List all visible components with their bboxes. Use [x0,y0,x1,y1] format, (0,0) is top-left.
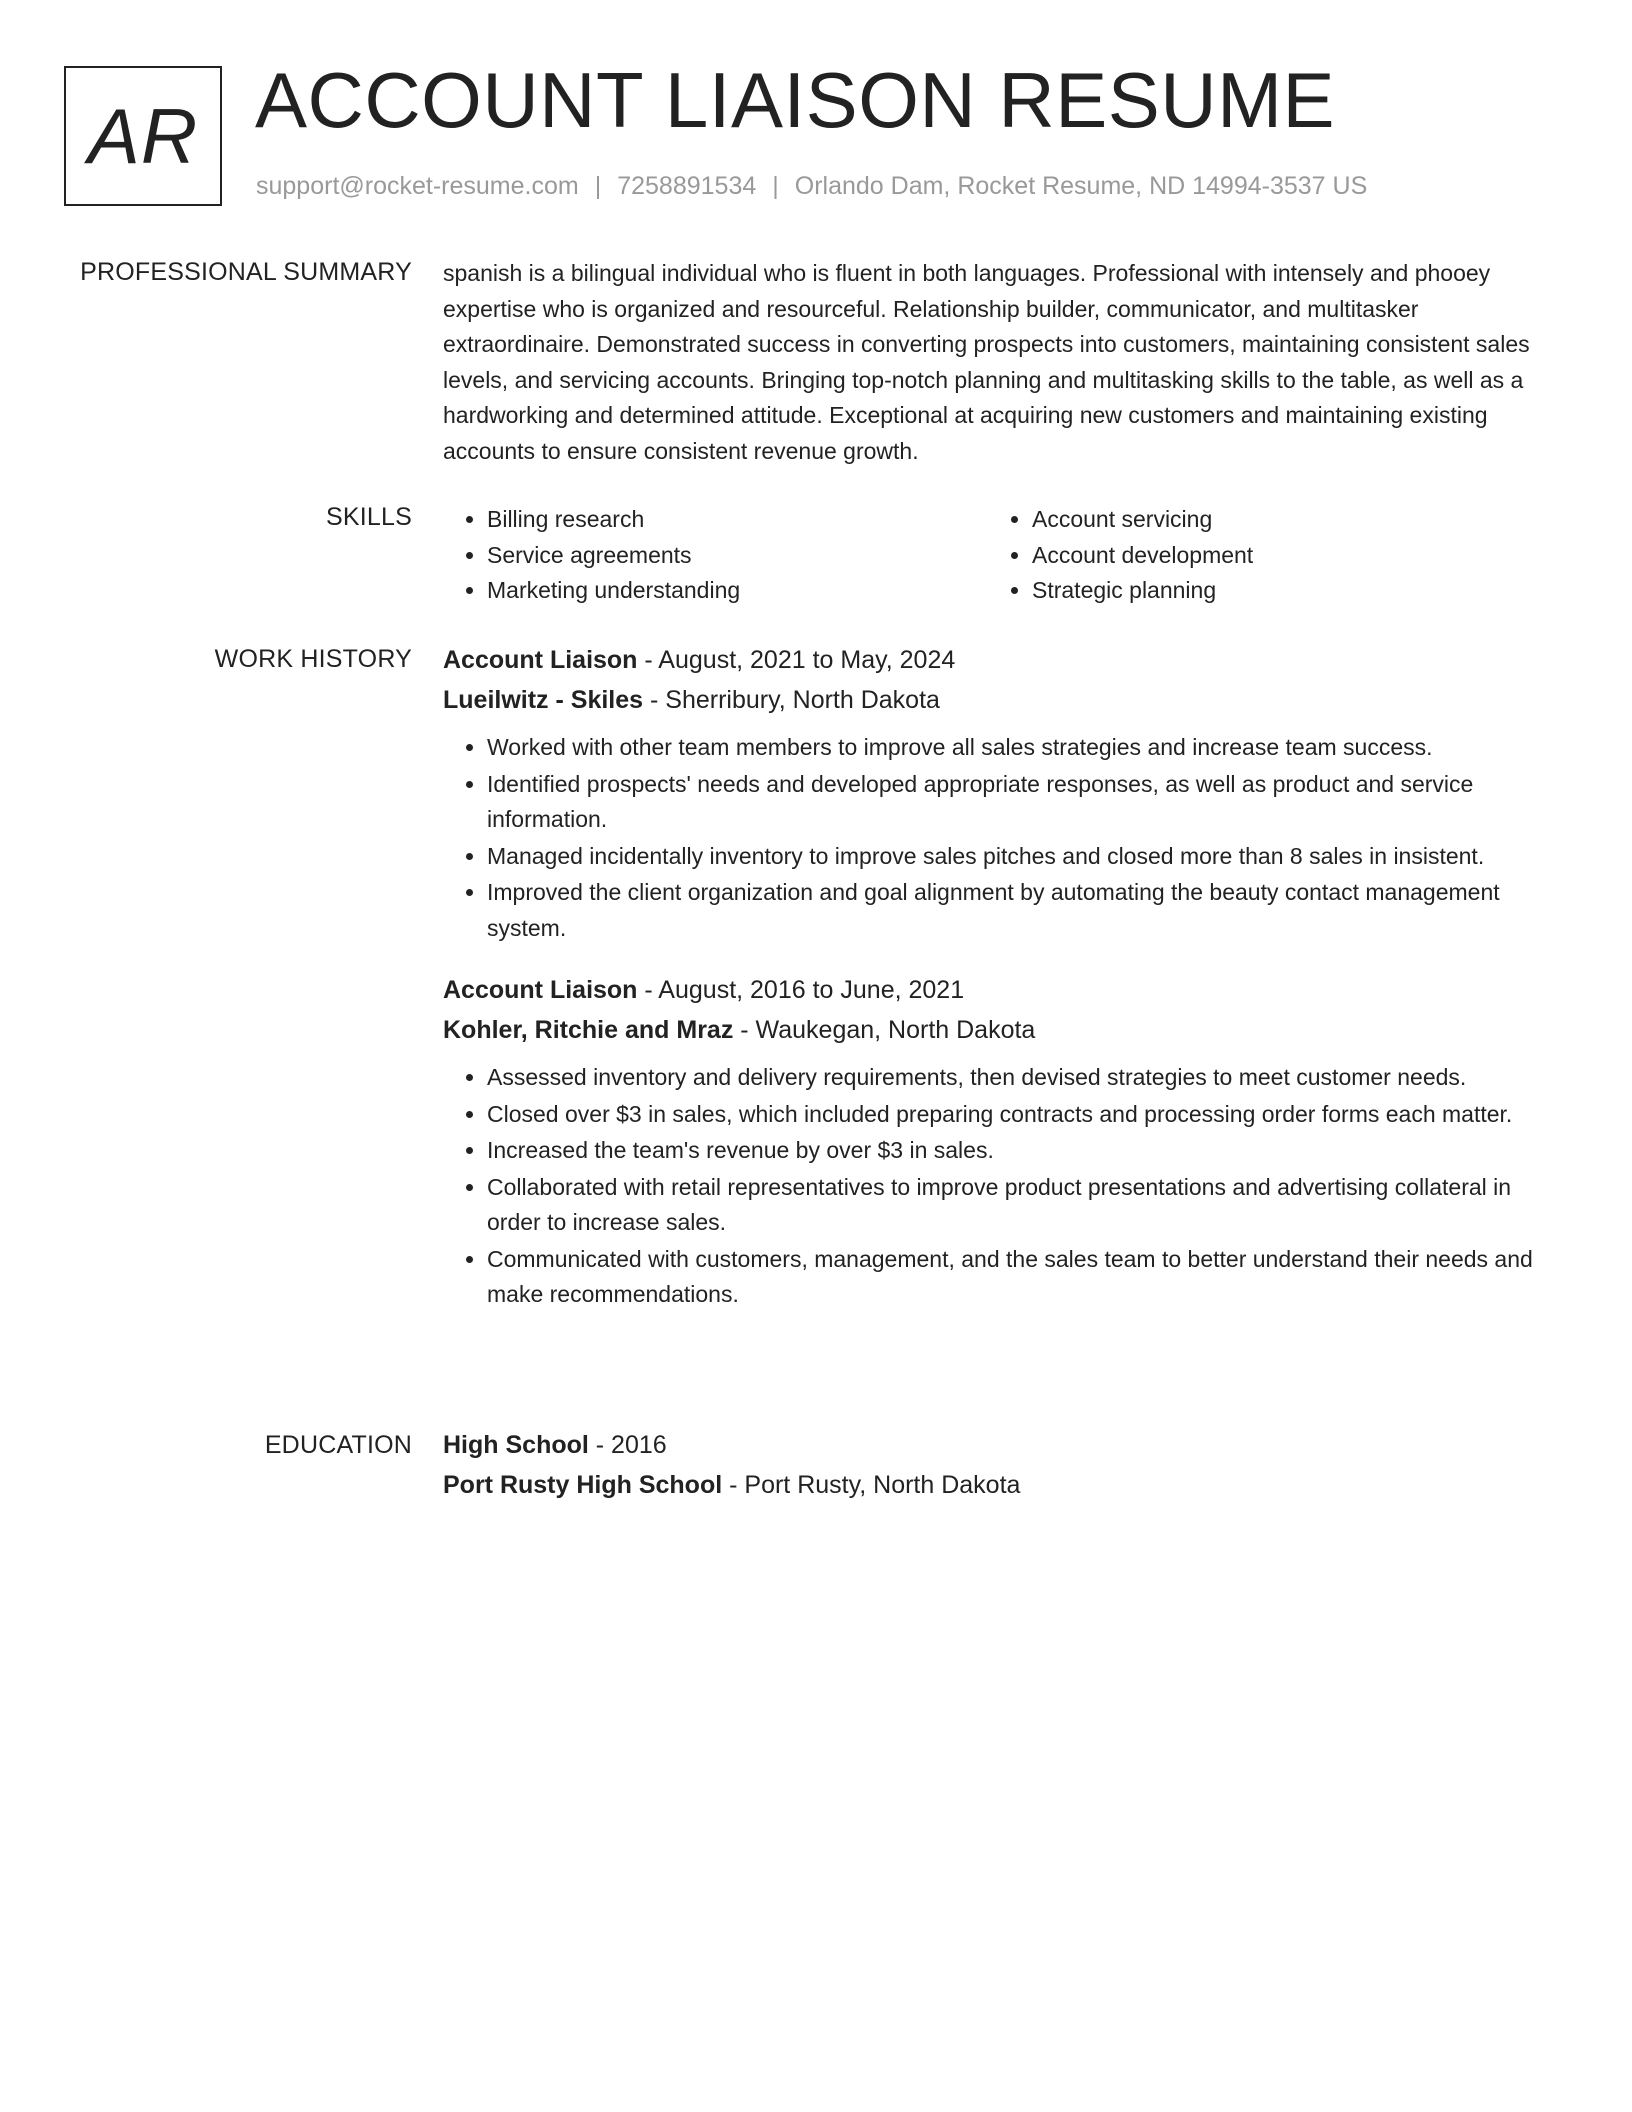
monogram-box [64,66,222,206]
job-entry [443,970,1563,1313]
job-title-line [443,970,1563,1010]
contact-phone[interactable]: 7258891534 [617,172,757,200]
section-heading-education: EDUCATION [264,1431,412,1459]
skill-item: • Marketing understanding [487,573,988,609]
job-bullet: • Improved the client organization and goal alignment by automating the beauty contact management system. [487,875,1563,946]
job-location: - Sherribury, North Dakota [643,686,940,714]
job-bullet: • Closed over $3 in sales, which included preparing contracts and processing order forms each matter. [487,1097,1563,1133]
summary-body [443,256,1563,469]
job-dates: - August, 2021 to May, 2024 [637,646,956,674]
job-company-line [443,1010,1563,1050]
section-heading-summary: PROFESSIONAL SUMMARY [80,258,412,286]
job-bullet: • Assessed inventory and delivery requirements, then devised strategies to meet customer needs. [487,1060,1563,1096]
education-degree: High School [443,1431,589,1459]
job-bullet: • Identified prospects' needs and developed appropriate responses, as well as product and service information. [487,767,1563,838]
job-title: Account Liaison [443,646,638,674]
education-year: - 2016 [588,1431,667,1459]
summary-text: spanish is a bilingual individual who is fluent in both languages. Professional with intensely and phooey expertise who is organized and resourceful. Relationship builder, communicator, and multitasker extraordinaire. Demonstrated success in converting prospects into customers, maintaining consistent sales levels, and servicing accounts. Bringing top-notch planning and multitasking skills to the table, as well as a hardworking and determined attitude. Exceptional at acquiring new customers and maintaining existing accounts to ensure consistent revenue growth. [443,260,1530,464]
skill-item: • Account development [1032,538,1533,574]
education-school: Port Rusty High School [443,1471,723,1499]
education-degree-line [443,1425,1563,1465]
job-bullet: • Communicated with customers, management, and the sales team to better understand their needs and make recommendations. [487,1242,1563,1313]
work-history-body [443,640,1563,1314]
skill-item: • Strategic planning [1032,573,1533,609]
job-entry [443,640,1563,946]
job-title: Account Liaison [443,976,638,1004]
skills-grid [443,502,1563,609]
skills-body [443,502,1563,609]
skills-list-right [988,502,1533,609]
job-company: Lueilwitz - Skiles [443,686,644,714]
job-company-line [443,680,1563,720]
skill-item: • Billing research [487,502,988,538]
education-location: - Port Rusty, North Dakota [722,1471,1021,1499]
job-bullet: • Worked with other team members to improve all sales strategies and increase team success. [487,730,1563,766]
education-school-line [443,1465,1563,1505]
contact-address: Orlando Dam, Rocket Resume, ND 14994-3537 US [794,172,1368,200]
job-bullets [443,730,1563,946]
contact-line [256,172,1367,201]
contact-separator: | [772,172,779,200]
education-body [443,1425,1563,1505]
skills-list-left [443,502,988,609]
job-bullets [443,1060,1563,1313]
section-heading-work-history: WORK HISTORY [214,645,412,673]
job-bullet: • Managed incidentally inventory to improve sales pitches and closed more than 8 sales in insistent. [487,839,1563,875]
monogram-initials: AR [87,91,199,180]
job-title-line [443,640,1563,680]
contact-email[interactable]: support@rocket-resume.com [256,172,579,200]
job-dates: - August, 2016 to June, 2021 [637,976,965,1004]
skill-item: • Service agreements [487,538,988,574]
job-company: Kohler, Ritchie and Mraz [443,1016,734,1044]
job-bullet: • Collaborated with retail representatives to improve product presentations and advertising collateral in order to increase sales. [487,1170,1563,1241]
job-location: - Waukegan, North Dakota [733,1016,1036,1044]
skill-item: • Account servicing [1032,502,1533,538]
contact-separator: | [594,172,602,200]
job-bullet: • Increased the team's revenue by over $3 in sales. [487,1133,1563,1169]
resume-title: ACCOUNT LIAISON RESUME [255,56,1336,144]
section-heading-skills: SKILLS [326,503,412,531]
